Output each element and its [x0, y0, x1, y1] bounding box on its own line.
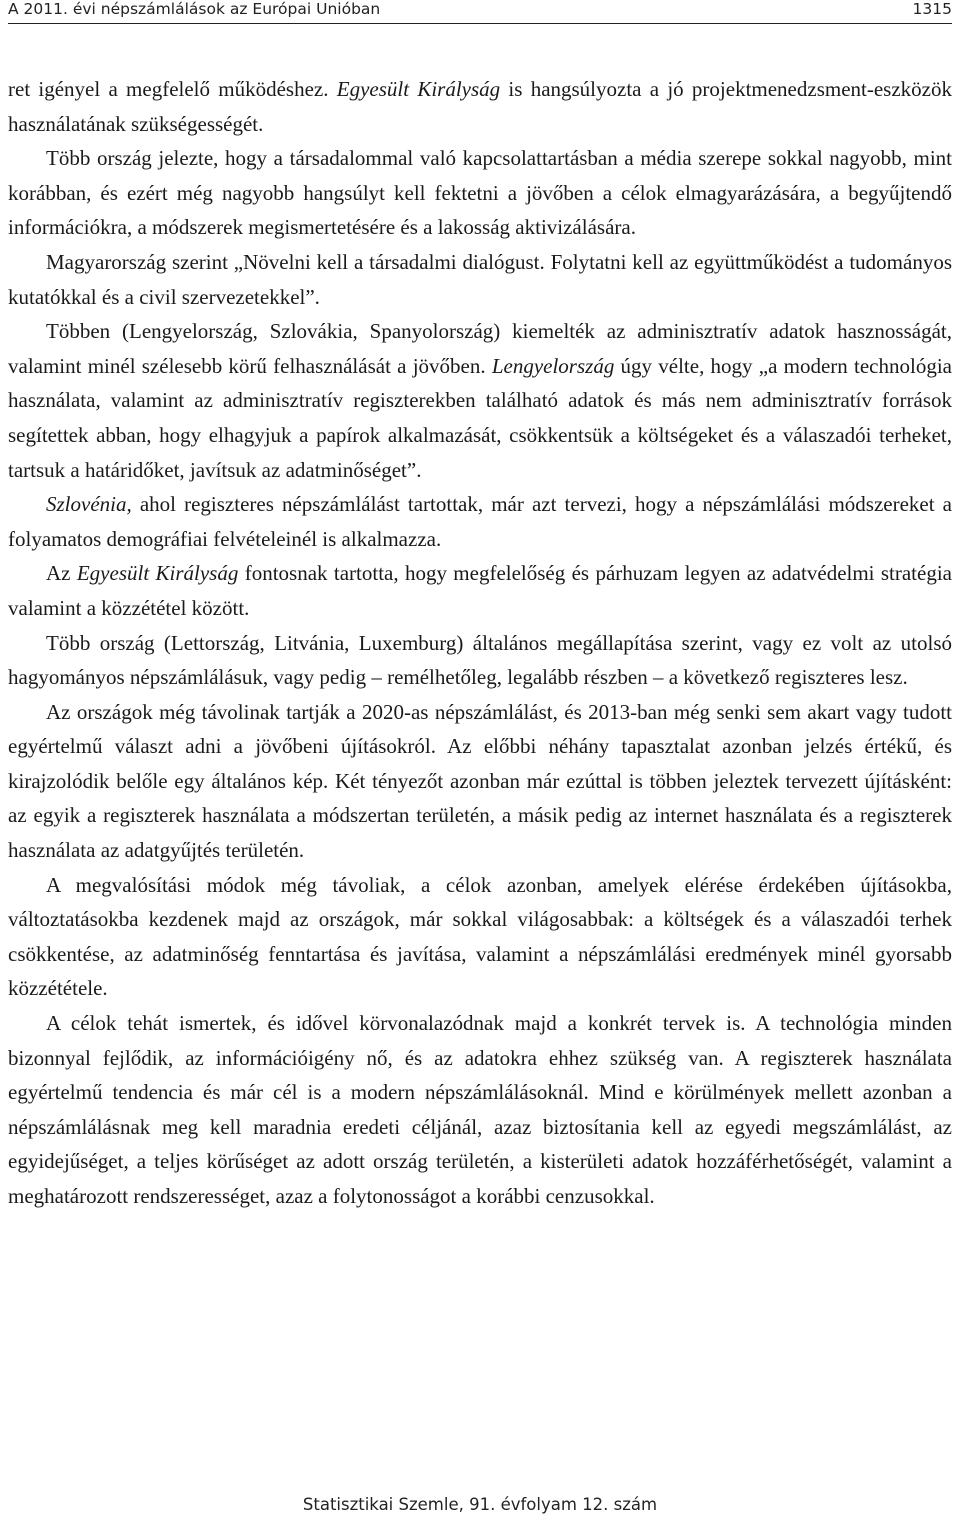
text-run: ret igényel a megfelelő működéshez. — [8, 77, 337, 101]
running-title: A 2011. évi népszámlálások az Európai Unióban — [8, 0, 381, 18]
header-rule — [8, 23, 952, 24]
italic-text: Egyesült Királyság — [76, 561, 239, 586]
italic-text: Egyesült Királyság — [336, 77, 501, 101]
text-run: Több ország jelezte, hogy a társadalommal való kapcsolattartásban a média szerepe sokkal nagyobb, mint korábban, és ezért még nagyobb hangsúlyt kell fektetni a jövőben a célok elmagyarázására, a begyűjtendő információkra, a módszerek megismertetésére és a lakosság aktivizálására. — [8, 146, 952, 240]
text-run: is hangsúlyozta a jó projektmenedzsment-eszközök használatának szükségességét. — [8, 77, 952, 136]
paragraph — [8, 1006, 952, 1214]
text-run: Több ország (Lettország, Litvánia, Luxemburg) általános megállapítása szerint, vagy ez volt az utolsó hagyományos népszámlálásuk, vagy pedig – remélhetőleg, legalább részben – a következő regiszteres lesz. — [8, 630, 952, 690]
paragraph — [8, 868, 952, 1006]
paragraph — [8, 245, 952, 314]
paragraph — [8, 314, 952, 487]
paragraph — [8, 141, 952, 245]
paragraph — [8, 626, 952, 695]
article-body — [8, 72, 952, 1214]
text-run: A megvalósítási módok még távoliak, a célok azonban, amelyek elérése érdekében újításokba, változtatásokba kezdenek majd az országok, már sokkal világosabbak: a költségek és a válaszadói terhek csökkentése, az adatminőség fenntartása és javítása, valamint a népszámlálási eredmények minél gyorsabb közzététele. — [8, 872, 952, 1001]
paragraph — [8, 556, 952, 625]
text-run: úgy vélte, hogy „a modern technológia használata, valamint az adminisztratív regiszterekben található adatok és más nem adminisztratív források segítettek abban, hogy elhagyjuk a papírok alkalmazását, csökkentsük a költségeket és a válaszadói terheket, tartsuk a határidőket, javítsuk az adatminőséget”. — [8, 353, 952, 482]
paragraph — [8, 695, 952, 868]
italic-text: Szlovénia, — [46, 492, 132, 517]
page-number: 1315 — [912, 0, 952, 18]
text-run: A célok tehát ismertek, és idővel körvonalazódnak majd a konkrét tervek is. A technológia minden bizonnyal fejlődik, az információigény nő, és az adatokra ehhez szükség van. A regiszterek használata egyértelmű tendencia és már cél is a modern népszámlálásoknál. Mind e körülmények mellett azonban a népszámlálásnak meg kell maradnia eredeti céljánál, azaz biztosítania kell az egyedi megszámlálást, az egyidejűséget, a teljes körűséget az adott ország területén, a kisterületi adatok hozzáférhetőségét, valamint a meghatározott rendszerességet, azaz a folytonosságot a korábbi cenzusokkal. — [8, 1011, 952, 1208]
running-header — [8, 0, 952, 22]
journal-footer: Statisztikai Szemle, 91. évfolyam 12. szám — [302, 1495, 658, 1514]
text-run: Többen (Lengyelország, Szlovákia, Spanyolország) kiemelték az adminisztratív adatok hasznosságát, valamint minél szélesebb körű felhasználását a jövőben. — [8, 319, 952, 378]
text-run: fontosnak tartotta, hogy megfelelőség és párhuzam legyen az adatvédelmi stratégia valamint a közzététel között. — [8, 561, 952, 620]
text-run: Az országok még távolinak tartják a 2020-as népszámlálást, és 2013-ban még senki sem akart vagy tudott egyértelmű választ adni a jövőbeni újításokról. Az előbbi néhány tapasztalat azonban jelzés értékű, és kirajzolódik belőle egy általános kép. Két tényezőt azonban már ezúttal is többen jeleztek tervezett újításként: az egyik a regiszterek használata a módszertan területén, a másik pedig az internet használata és a regiszterek használata az adatgyűjtés területén. — [8, 699, 952, 863]
paragraph — [8, 487, 952, 556]
text-run: Az — [46, 561, 77, 586]
italic-text: Lengyelország — [491, 353, 615, 378]
paragraph — [8, 72, 952, 141]
text-run: ahol regiszteres népszámlálást tartottak, már azt tervezi, hogy a népszámlálási módszereket a folyamatos demográfiai felvételeinél is alkalmazza. — [8, 492, 952, 551]
text-run: Magyarország szerint „Növelni kell a társadalmi dialógust. Folytatni kell az együttműködést a tudományos kutatókkal és a civil szervezetekkel”. — [8, 249, 952, 309]
